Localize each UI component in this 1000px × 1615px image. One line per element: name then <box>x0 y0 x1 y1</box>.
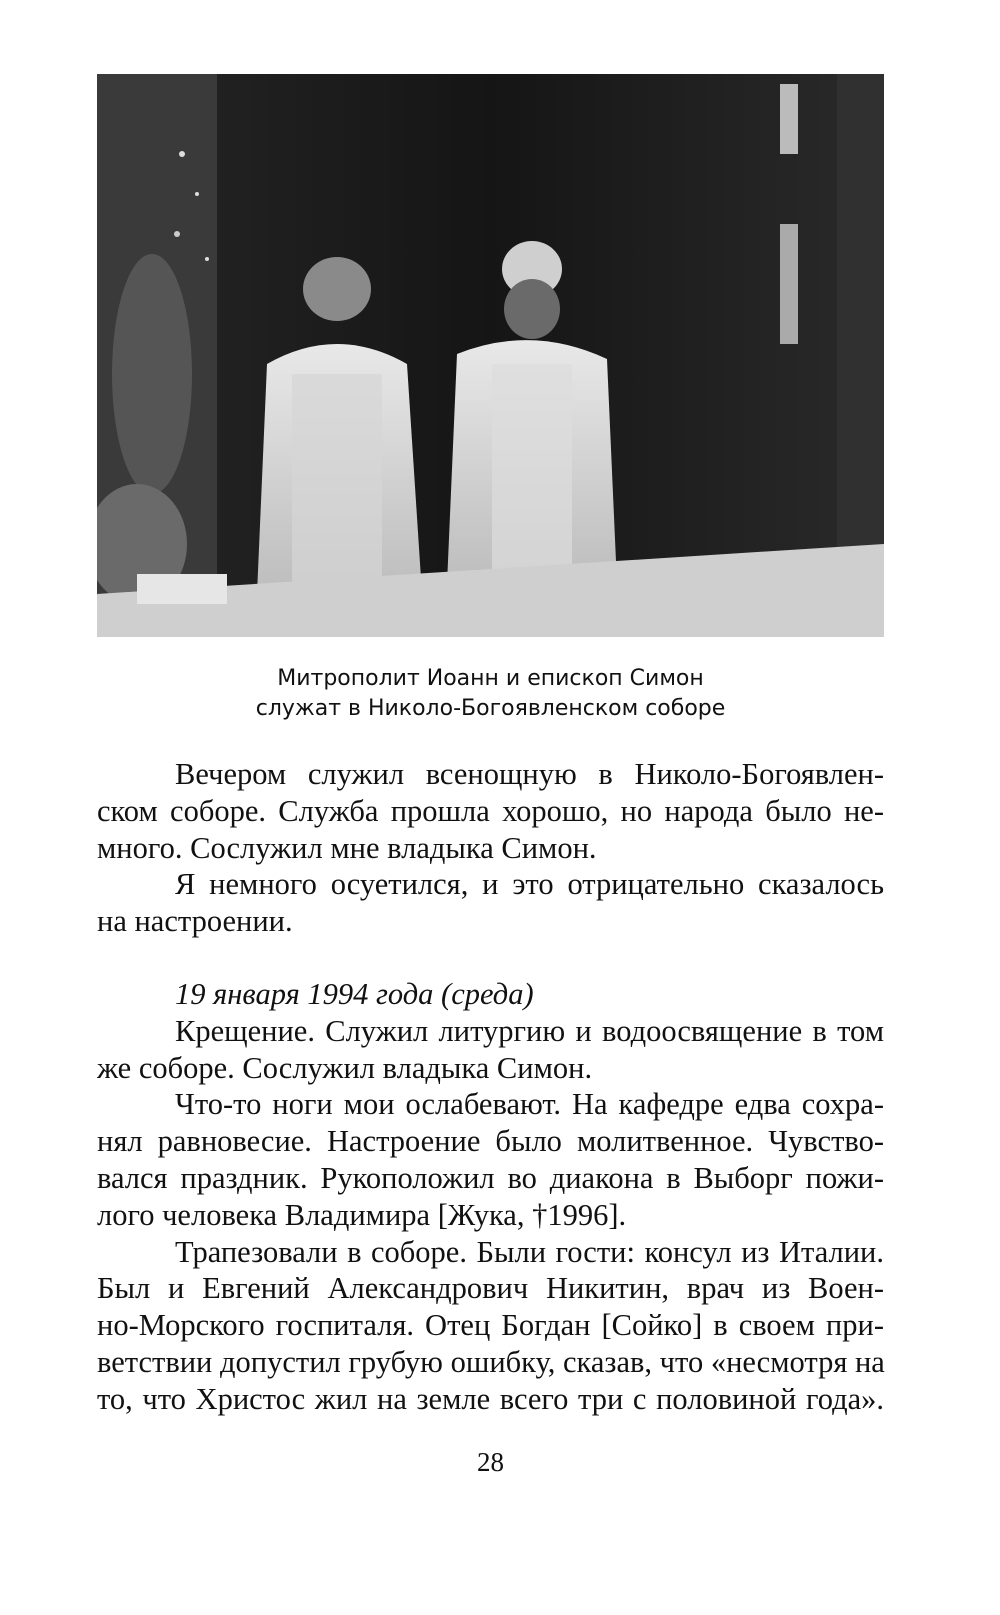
entry-date: 19 января 1994 года (среда) <box>175 976 534 1011</box>
paragraph <box>97 866 884 940</box>
page-number: 28 <box>477 1447 504 1477</box>
paragraph <box>97 1234 884 1418</box>
text-line: Я немного осуетился, и это отрицательно сказалось <box>175 867 884 902</box>
text-line: на настроении. <box>97 904 293 939</box>
paragraph <box>97 756 884 866</box>
text-line: но-Морского госпиталя. Отец Богдан [Сойко] в своем при- <box>97 1308 884 1343</box>
text-line: Вечером служил всенощную в Николо-Богоявлен- <box>175 757 884 791</box>
paragraph <box>97 1086 884 1233</box>
text-line: Был и Евгений Александрович Никитин, врач из Воен- <box>97 1271 884 1306</box>
caption-line: Митрополит Иоанн и епископ Симон <box>277 666 704 691</box>
paragraph <box>97 1013 884 1087</box>
photograph <box>97 74 884 637</box>
text-line: лого человека Владимира [Жука, †1996]. <box>97 1197 627 1232</box>
text-line: Крещение. Служил литургию и водоосвящение в том <box>175 1013 884 1048</box>
text-line: вался праздник. Рукоположил во диакона в Выборг пожи- <box>97 1160 884 1195</box>
photo-scene <box>97 74 884 637</box>
text-line: же соборе. Сослужил владыка Симон. <box>97 1050 593 1085</box>
body-text <box>97 756 884 1418</box>
text-line: Трапезовали в соборе. Были гости: консул из Италии. <box>175 1234 884 1269</box>
spacer <box>97 940 884 976</box>
text-line: то, что Христос жил на земле всего три с половиной года». <box>97 1381 884 1416</box>
figure-caption <box>97 664 884 724</box>
text-line: Что-то ноги мои ослабевают. На кафедре едва сохра- <box>175 1087 884 1122</box>
window-light <box>780 84 798 154</box>
text-line: много. Сослужил мне владыка Симон. <box>97 830 597 865</box>
text-line: ском соборе. Служба прошла хорошо, но народа было не- <box>97 793 884 828</box>
text-line: нял равновесие. Настроение было молитвенное. Чувство- <box>97 1124 884 1159</box>
caption-line: служат в Николо-Богоявленском соборе <box>255 696 726 721</box>
text-line: ветствии допустил грубую ошибку, сказав, что «несмотря на <box>97 1344 885 1379</box>
